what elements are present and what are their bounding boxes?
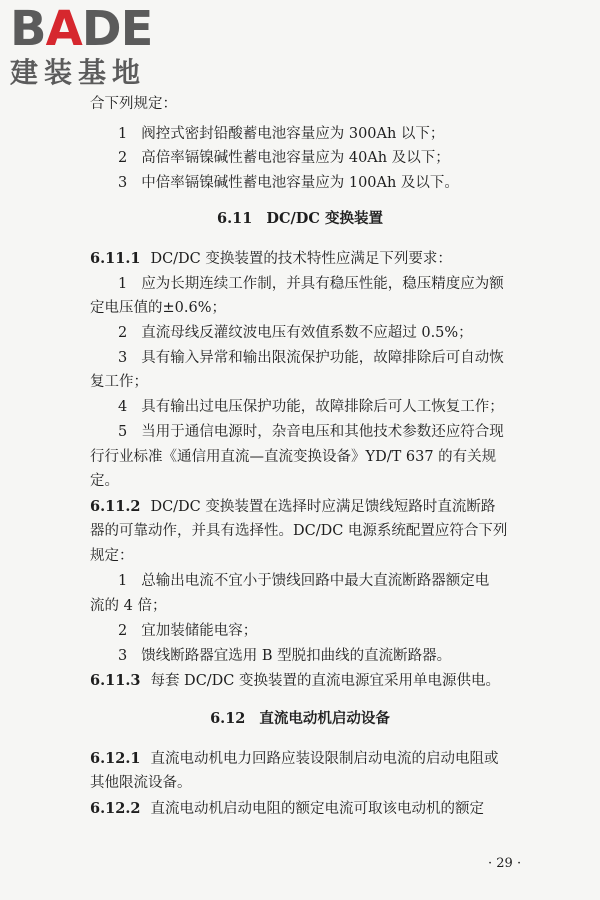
- list-item: 5 当用于通信电源时，杂音电压和其他技术参数还应符合现: [118, 424, 504, 440]
- text-line: 定。: [90, 473, 119, 489]
- text-line: 器的可靠动作，并具有选择性。DC/DC 电源系统配置应符合下列: [90, 523, 508, 539]
- list-item: 1 总输出电流不宜小于馈线回路中最大直流断路器额定电: [118, 573, 490, 589]
- clause-line: 6.12.1 直流电动机电力回路应装设限制启动电流的启动电阻或: [90, 750, 499, 767]
- text-line: 复工作；: [90, 374, 148, 390]
- list-item: 3 具有输入异常和输出限流保护功能，故障排除后可自动恢: [118, 350, 504, 366]
- logo-subtitle: 建装基地: [10, 56, 147, 89]
- list-item: 4 具有输出过电压保护功能，故障排除后可人工恢复工作；: [118, 399, 504, 415]
- section-heading: 6.12 直流电动机启动设备: [210, 710, 390, 727]
- clause-line: 6.11.1 DC/DC 变换装置的技术特性应满足下列要求：: [90, 250, 452, 267]
- list-item: 3 馈线断路器宜选用 B 型脱扣曲线的直流断路器。: [118, 648, 452, 664]
- text-line: 定电压值的±0.6%；: [90, 300, 226, 316]
- clause-line: 6.12.2 直流电动机启动电阻的额定电流可取该电动机的额定: [90, 800, 484, 817]
- list-item: 1 应为长期连续工作制，并具有稳压性能，稳压精度应为额: [118, 276, 504, 292]
- list-item: 1 阀控式密封铅酸蓄电池容量应为 300Ah 以下；: [118, 126, 445, 142]
- text-line: 流的 4 倍；: [90, 598, 167, 614]
- text-line: 合下列规定：: [90, 96, 177, 112]
- text-line: 规定：: [90, 548, 134, 564]
- clause-line: 6.11.2 DC/DC 变换装置在选择时应满足馈线短路时直流断路: [90, 498, 496, 515]
- text-line: 其他限流设备。: [90, 775, 192, 791]
- logo-wordmark: BADE: [10, 1, 153, 57]
- section-heading: 6.11 DC/DC 变换装置: [217, 210, 383, 227]
- list-item: 2 高倍率镉镍碱性蓄电池容量应为 40Ah 及以下；: [118, 150, 450, 166]
- page-number: · 29 ·: [488, 856, 522, 871]
- list-item: 2 直流母线反灌纹波电压有效值系数不应超过 0.5%；: [118, 325, 473, 341]
- clause-line: 6.11.3 每套 DC/DC 变换装置的直流电源宜采用单电源供电。: [90, 672, 500, 689]
- list-item: 2 宜加装储能电容；: [118, 623, 258, 639]
- text-line: 行行业标准《通信用直流—直流变换设备》YD/T 637 的有关规: [90, 449, 497, 465]
- list-item: 3 中倍率镉镍碱性蓄电池容量应为 100Ah 及以下。: [118, 175, 459, 191]
